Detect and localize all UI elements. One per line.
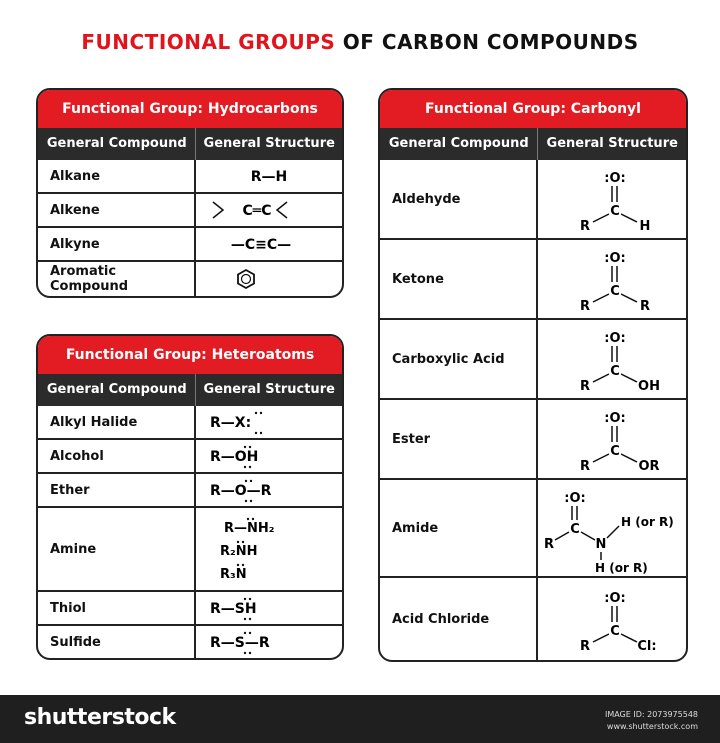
table-row [38,226,342,260]
table-row [380,576,686,660]
svg-text:R—X:: R—X: [210,415,252,431]
svg-text:R—O—R: R—O—R [210,483,272,499]
page-title [0,30,720,54]
aromatic-structure [196,262,342,296]
svg-text:C: C [610,204,620,219]
heteroatoms-columns [38,374,342,406]
amine-svg [220,510,330,588]
table-row [38,160,342,192]
sulfide-structure [196,626,342,658]
hydrocarbons-rows [38,160,342,296]
row-label: Alcohol [38,440,196,472]
svg-text::O:: :O: [604,251,626,266]
table-row [38,406,342,438]
svg-text:N: N [595,537,607,552]
col-structure: General Structure [203,382,335,397]
svg-text:R: R [579,379,591,394]
hydrocarbons-columns [38,128,342,160]
row-label: Aldehyde [380,160,538,238]
row-label: Ester [380,400,538,478]
svg-text:R: R [579,639,591,654]
col-compound: General Compound [38,374,196,406]
table-row [38,590,342,624]
row-label: Ether [38,474,196,506]
svg-text:R: R [639,299,651,314]
aldehyde-structure [538,160,686,238]
image-id-text: IMAGE ID: 2073975548 [604,710,698,719]
svg-text:C: C [610,444,620,459]
ketone-structure [538,240,686,318]
svg-text:C: C [610,624,620,639]
svg-text:R: R [579,299,591,314]
table-row [380,318,686,398]
svg-text:H (or R): H (or R) [621,515,674,529]
svg-text:H (or R): H (or R) [595,561,648,574]
svg-text::O:: :O: [604,591,626,606]
title-part2: OF CARBON COMPOUNDS [335,30,639,54]
table-row [38,472,342,506]
alcohol-structure [196,440,342,472]
svg-text::O:: :O: [604,171,626,186]
alkane-structure [196,160,342,192]
table-row [38,192,342,226]
benzene-ring-icon [199,264,339,294]
acid-chloride-structure [538,578,686,660]
image-id [605,709,698,733]
svg-text:R: R [579,459,591,474]
heteroatoms-header: Functional Group: Heteroatoms [38,336,342,374]
alkyl-halide-structure [196,406,342,438]
col-structure: General Structure [203,136,335,151]
table-row [38,260,342,296]
hydrocarbons-header: Functional Group: Hydrocarbons [38,90,342,128]
row-label: Ketone [380,240,538,318]
row-label: Alkene [38,194,196,226]
svg-text:R—SH: R—SH [210,601,257,617]
col-structure: General Structure [546,136,678,151]
row-label: Amide [380,480,538,576]
svg-text:—C≡C—: —C≡C— [230,237,292,253]
ester-structure [538,400,686,478]
shutterstock-logo: shutterstock [24,705,176,730]
svg-text:R: R [543,537,555,552]
thiol-structure [196,592,342,624]
table-row [380,160,686,238]
site-text: www.shutterstock.com [606,722,698,731]
alkene-structure [196,194,342,226]
alkyne-structure [196,228,342,260]
table-row [38,438,342,472]
row-label: Sulfide [38,626,196,658]
alkyne-svg [199,230,339,258]
svg-text:OR: OR [638,459,660,474]
row-label: Alkyl Halide [38,406,196,438]
table-row [380,478,686,576]
row-label: Carboxylic Acid [380,320,538,398]
alkane-svg [199,162,339,190]
row-label: Aromatic Compound [38,262,196,296]
amide-structure [538,480,686,576]
row-label: Amine [38,508,196,590]
table-row [380,398,686,478]
footer-bar [0,695,720,743]
table-row [38,624,342,658]
row-label: Alkyne [38,228,196,260]
col-compound: General Compound [38,128,196,160]
hydrocarbons-card [36,88,344,298]
carbonyl-columns [380,128,686,160]
svg-text:R: R [579,219,591,234]
svg-text:OH: OH [638,379,660,394]
col-compound: General Compound [380,128,538,160]
svg-text::O:: :O: [564,491,586,506]
svg-text:H: H [639,219,651,234]
row-label: Alkane [38,160,196,192]
heteroatoms-rows [38,406,342,658]
svg-text:R—OH: R—OH [210,449,259,465]
svg-text::O:: :O: [604,411,626,426]
svg-text:R—NH₂: R—NH₂ [224,521,275,536]
svg-text:C═C: C═C [242,203,272,219]
svg-text:R₃N: R₃N [220,567,247,582]
svg-text:C: C [570,522,580,537]
amine-structure [196,508,342,590]
svg-text:C: C [610,364,620,379]
svg-text:R—S—R: R—S—R [210,635,270,651]
carbonyl-header: Functional Group: Carbonyl [380,90,686,128]
svg-text:Cl:: Cl: [637,639,657,654]
svg-text:C: C [610,284,620,299]
carboxylic-acid-structure [538,320,686,398]
heteroatoms-card [36,334,344,660]
table-row [38,506,342,590]
table-row [380,238,686,318]
carbonyl-card [378,88,688,662]
title-part1: FUNCTIONAL GROUPS [81,30,336,54]
carbonyl-rows [380,160,686,660]
svg-text::O:: :O: [604,331,626,346]
alkene-svg [199,196,339,224]
row-label: Acid Chloride [380,578,538,660]
row-label: Thiol [38,592,196,624]
ether-structure [196,474,342,506]
svg-text:R₂NH: R₂NH [220,544,258,559]
svg-text:R—H: R—H [250,169,288,185]
